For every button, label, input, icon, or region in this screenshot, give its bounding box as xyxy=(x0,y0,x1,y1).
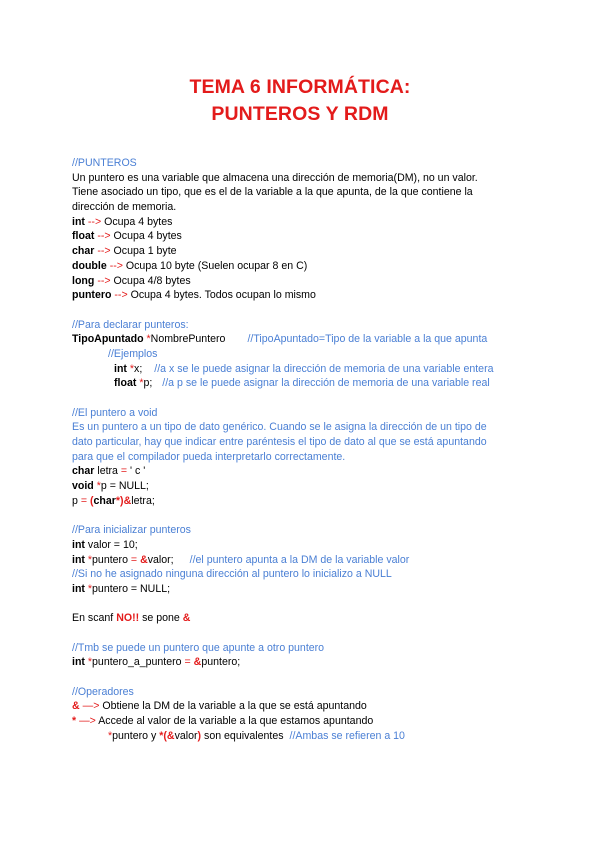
code-line xyxy=(72,538,532,553)
operator-equals: = xyxy=(130,553,138,566)
section-heading-void: //El puntero a void xyxy=(72,406,158,419)
operator-equals: = xyxy=(184,656,191,669)
type-keyword: char xyxy=(72,245,95,258)
scanf-no: NO!! xyxy=(116,612,140,625)
type-keyword: float xyxy=(72,230,95,243)
address-operator: & xyxy=(123,494,132,507)
code-line xyxy=(72,553,532,568)
paren-open: ( xyxy=(90,494,94,507)
document-body xyxy=(72,156,532,744)
intro-line-2: Tiene asociado un tipo, que es el de la variable a la que apunta, de la que contiene la xyxy=(72,186,473,199)
scanf-pre: En scanf xyxy=(72,612,114,625)
code-comment: //Si no he asignado ninguna dirección al puntero lo inicializo a NULL xyxy=(72,568,392,581)
syntax-keyword: TipoApuntado xyxy=(72,333,144,346)
pointer-star: * xyxy=(108,729,113,742)
address-operator: & xyxy=(72,700,80,713)
code-keyword: int xyxy=(72,538,85,551)
address-operator: & xyxy=(140,553,148,566)
pointer-star: * xyxy=(129,362,135,375)
void-desc-line-2: dato particular, hay que indicar entre paréntesis el tipo de dato al que se está apuntando xyxy=(72,436,487,449)
example-var: x; xyxy=(134,362,143,375)
code-keyword: int xyxy=(72,656,85,669)
type-size-row xyxy=(72,244,532,259)
code-text: valor xyxy=(174,729,198,742)
type-size-desc: Ocupa 10 byte (Suelen ocupar 8 en C) xyxy=(125,259,308,272)
operator-desc: Obtiene la DM de la variable a la que se está apuntando xyxy=(102,700,367,713)
type-size-desc: Ocupa 4 bytes xyxy=(104,215,173,228)
type-size-desc: Ocupa 4/8 bytes xyxy=(113,274,191,287)
cast-close: *) xyxy=(115,494,124,507)
intro-line-3: dirección de memoria. xyxy=(72,201,177,214)
pointer-star: * xyxy=(159,729,164,742)
operator-equals: = xyxy=(80,494,88,507)
type-keyword: int xyxy=(72,215,85,228)
code-text: puntero = NULL; xyxy=(92,582,171,595)
pointer-star: * xyxy=(146,333,151,346)
scanf-note xyxy=(72,611,532,626)
examples-label: //Ejemplos xyxy=(108,347,158,360)
arrow: —> xyxy=(79,715,96,728)
code-text: p xyxy=(72,494,78,507)
code-text: valor = 10; xyxy=(87,538,138,551)
example-line-1 xyxy=(72,362,532,377)
address-operator: & xyxy=(166,729,175,742)
type-size-desc: Ocupa 4 bytes xyxy=(113,230,182,243)
operator-row xyxy=(72,699,532,714)
type-keyword: double xyxy=(72,259,107,272)
code-line xyxy=(72,582,532,597)
type-size-desc: Ocupa 1 byte xyxy=(113,245,177,258)
arrow: --> xyxy=(87,215,102,228)
section-heading-doble: //Tmb se puede un puntero que apunte a otro puntero xyxy=(72,641,325,654)
code-text: puntero; xyxy=(201,656,241,669)
operator-desc: Accede al valor de la variable a la que estamos apuntando xyxy=(98,715,374,728)
arrow: --> xyxy=(97,274,111,287)
syntax-comment: //TipoApuntado=Tipo de la variable a la que apunta xyxy=(247,333,488,346)
code-text: letra; xyxy=(131,494,155,507)
type-size-row xyxy=(72,274,532,289)
code-line xyxy=(72,464,532,479)
code-text: valor; xyxy=(147,553,174,566)
example-comment: //a p se le puede asignar la dirección de memoria de una variable real xyxy=(162,377,490,390)
type-size-row xyxy=(72,229,532,244)
code-keyword: int xyxy=(72,582,85,595)
example-line-2 xyxy=(72,376,532,391)
void-desc-line-3: para que el compilador pueda interpretarlo correctamente. xyxy=(72,450,346,463)
pointer-star: * xyxy=(139,377,144,390)
example-keyword: int xyxy=(114,362,127,375)
pointer-star: * xyxy=(87,553,93,566)
code-keyword: int xyxy=(72,553,85,566)
code-text: puntero_a_puntero xyxy=(92,656,182,669)
code-keyword: void xyxy=(72,480,94,493)
code-line xyxy=(72,479,532,494)
void-desc-line-1: Es un puntero a un tipo de dato genérico. Cuando se le asigna la dirección de un tipo de xyxy=(72,421,487,434)
type-keyword: long xyxy=(72,274,95,287)
type-size-row xyxy=(72,215,532,230)
code-text: letra xyxy=(97,465,118,478)
paren-open: ( xyxy=(163,729,167,742)
section-heading-declarar: //Para declarar punteros: xyxy=(72,318,189,331)
pointer-star: * xyxy=(87,582,93,595)
type-size-row xyxy=(72,259,532,274)
code-comment: //el puntero apunta a la DM de la variable valor xyxy=(189,553,410,566)
page-title-line2: PUNTEROS Y RDM xyxy=(211,103,389,125)
section-heading-punteros: //PUNTEROS xyxy=(72,157,137,169)
code-keyword: char xyxy=(72,465,95,478)
code-text: ' c ' xyxy=(130,465,146,478)
intro-line-1: Un puntero es una variable que almacena una dirección de memoria(DM), no un valor. xyxy=(72,171,478,184)
scanf-mid: se pone xyxy=(142,612,180,625)
code-keyword: char xyxy=(93,494,116,507)
page-title-line1: TEMA 6 INFORMÁTICA: xyxy=(189,76,411,98)
pointer-star: * xyxy=(87,656,93,669)
arrow: --> xyxy=(114,289,128,302)
pointer-star: * xyxy=(96,480,101,493)
example-comment: //a x se le puede asignar la dirección de memoria de una variable entera xyxy=(154,362,494,375)
type-size-desc: Ocupa 4 bytes. Todos ocupan lo mismo xyxy=(130,289,316,302)
type-keyword: puntero xyxy=(72,289,112,302)
code-comment: //Ambas se refieren a 10 xyxy=(289,729,405,742)
arrow: --> xyxy=(97,245,111,258)
example-keyword: float xyxy=(114,377,137,390)
address-operator: & xyxy=(182,612,191,625)
code-line xyxy=(72,494,532,509)
paren-close: ) xyxy=(197,729,202,742)
arrow: --> xyxy=(97,230,111,243)
code-text: puntero y xyxy=(112,729,157,742)
operator-row xyxy=(72,714,532,729)
example-var: p; xyxy=(143,377,153,390)
declare-syntax-line xyxy=(72,332,532,347)
equivalence-line xyxy=(72,729,532,744)
section-heading-operadores: //Operadores xyxy=(72,685,134,698)
type-size-row xyxy=(72,288,532,303)
section-heading-init: //Para inicializar punteros xyxy=(72,524,191,537)
equivalence-desc: son equivalentes xyxy=(204,729,284,742)
arrow: —> xyxy=(82,700,100,713)
operator-equals: = xyxy=(120,465,128,478)
pointer-star: * xyxy=(72,715,77,728)
code-text: puntero xyxy=(92,553,128,566)
syntax-name: NombrePuntero xyxy=(150,333,226,346)
arrow: --> xyxy=(109,259,123,272)
code-line xyxy=(72,655,532,670)
address-operator: & xyxy=(193,656,202,669)
code-text: p = NULL; xyxy=(100,480,149,493)
